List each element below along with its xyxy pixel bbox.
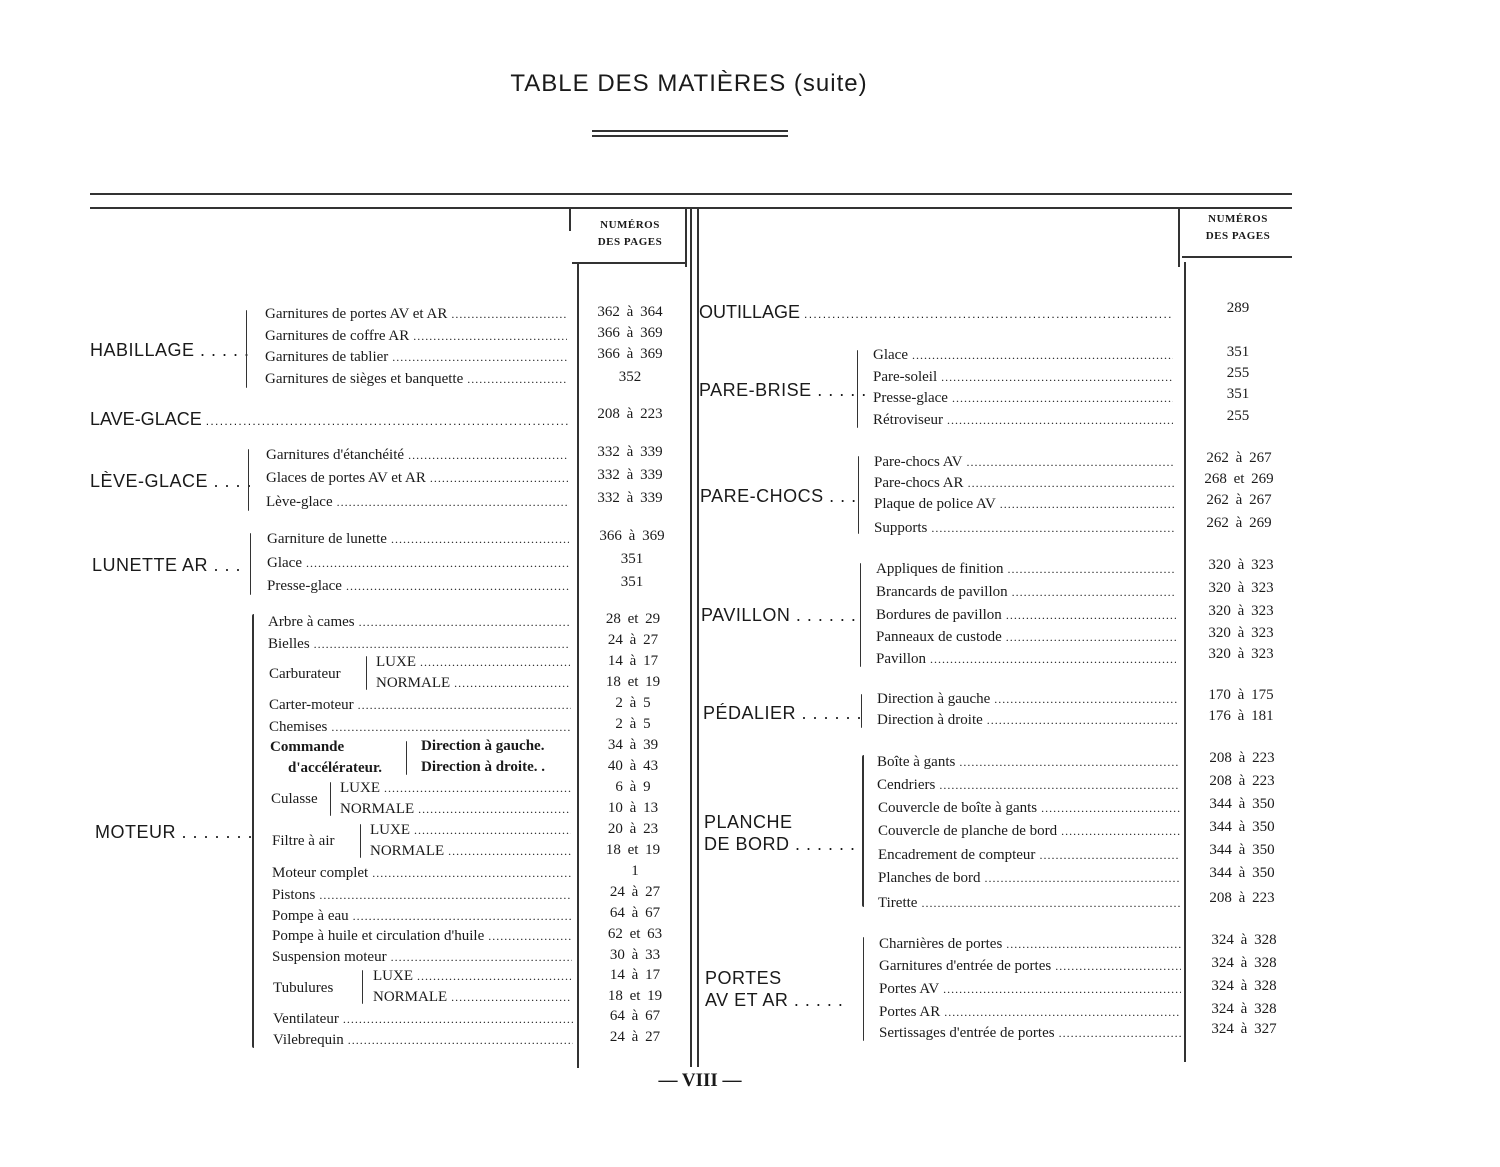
title-underline-2 — [592, 135, 788, 137]
page-number: 289 — [1226, 300, 1250, 316]
page-number: 351 — [620, 551, 644, 567]
toc-entry — [266, 469, 568, 487]
toc-entry — [874, 474, 1174, 492]
page-number: 262 à 269 — [1206, 515, 1272, 531]
brace — [330, 782, 331, 816]
entry-label: Portes AV — [879, 981, 940, 997]
entry-label: Carter-moteur — [269, 697, 354, 713]
page-number: 268 et 269 — [1204, 471, 1274, 487]
entry-label: NORMALE — [340, 801, 415, 817]
entry-label: NORMALE — [370, 843, 445, 859]
category-label-line: PLANCHE — [704, 812, 793, 832]
toc-entry — [268, 635, 570, 653]
entry-label: OUTILLAGE — [699, 302, 801, 322]
page-number: 24 à 27 — [609, 884, 661, 900]
toc-entry — [265, 370, 567, 388]
entry-label: Tubulures — [273, 980, 334, 996]
brace — [860, 563, 861, 667]
toc-entry — [874, 453, 1174, 471]
entry-label: Garnitures de portes AV et AR — [265, 306, 448, 322]
entry-label: Garnitures de sièges et banquette — [265, 371, 464, 387]
toc-entry — [877, 711, 1177, 729]
entry-label: Garnitures de coffre AR — [265, 328, 410, 344]
entry-label: Garnitures d'entrée de portes — [879, 958, 1052, 974]
page-title: TABLE DES MATIÈRES (suite) — [510, 70, 868, 97]
page-number: 366 à 369 — [597, 346, 663, 362]
toc-entry — [421, 758, 571, 776]
toc-entry — [376, 674, 570, 692]
category-pare-brise: PARE-BRISE . . . . . — [699, 380, 867, 400]
page-number: 208 à 223 — [1209, 773, 1275, 789]
entry-label: Glace — [267, 555, 302, 571]
page-number: 320 à 323 — [1208, 625, 1274, 641]
entry-label: Boîte à gants — [877, 754, 956, 770]
brace — [863, 937, 864, 1041]
page-number: 14 à 17 — [609, 967, 661, 983]
toc-entry — [265, 327, 567, 345]
entry-label: Rétroviseur — [873, 412, 943, 428]
entry-label: Pavillon — [876, 651, 927, 667]
entry-label: Suspension moteur — [272, 949, 387, 965]
brace — [360, 824, 361, 858]
toc-entry — [373, 967, 571, 985]
page-number: 324 à 328 — [1211, 1001, 1277, 1017]
page-number: 64 à 67 — [609, 1008, 661, 1024]
toc-entry — [877, 753, 1179, 771]
entry-label: Bielles — [268, 636, 310, 652]
entry-label: NORMALE — [373, 989, 448, 1005]
toc-entry — [876, 583, 1176, 601]
sub-label — [269, 665, 369, 683]
page-number: 344 à 350 — [1209, 842, 1275, 858]
toc-entry — [876, 628, 1176, 646]
brace — [362, 970, 363, 1004]
entry-label: Pistons — [272, 887, 316, 903]
toc-entry — [878, 822, 1180, 840]
entry-label: Panneaux de custode — [876, 629, 1002, 645]
brace — [406, 741, 407, 775]
toc-entry — [267, 577, 569, 595]
sub-label — [271, 790, 331, 808]
category-label-line: AV ET AR . . . . . — [705, 990, 844, 1010]
header-rule — [572, 262, 686, 264]
toc-entry — [879, 935, 1181, 953]
page-number: 344 à 350 — [1209, 819, 1275, 835]
toc-entry — [273, 1031, 573, 1049]
page-number: 18 et 19 — [607, 988, 663, 1004]
sub-label — [270, 738, 390, 756]
toc-entry — [265, 305, 567, 323]
page-number: 24 à 27 — [607, 632, 659, 648]
toc-entry — [874, 495, 1174, 513]
brace — [857, 350, 858, 428]
col-divider — [569, 207, 571, 231]
toc-entry — [873, 346, 1173, 364]
page-number: 62 et 63 — [607, 926, 663, 942]
toc-entry — [873, 411, 1173, 429]
col-divider — [1178, 207, 1180, 267]
toc-entry — [340, 800, 571, 818]
entry-label: Plaque de police AV — [874, 496, 996, 512]
page-number: 255 — [1226, 365, 1250, 381]
title-underline — [592, 130, 788, 132]
category-pare-chocs: PARE-CHOCS . . . — [700, 486, 857, 506]
page-footer: — VIII — — [658, 1070, 742, 1091]
entry-label: Brancards de pavillon — [876, 584, 1008, 600]
entry-label: Planches de bord — [878, 870, 981, 886]
entry-label: Ventilateur — [273, 1011, 339, 1027]
header-rule — [1182, 256, 1292, 258]
entry-label: LUXE — [376, 654, 416, 670]
category-habillage: HABILLAGE . . . . . — [90, 340, 250, 360]
brace — [252, 614, 254, 1048]
page-number: 352 — [618, 369, 642, 385]
toc-entry — [878, 799, 1180, 817]
entry-label: Lève-glace — [266, 494, 333, 510]
brace — [858, 456, 859, 534]
column-header-line: NUMÉROS — [1208, 213, 1268, 225]
page-number: 320 à 323 — [1208, 580, 1274, 596]
toc-entry — [376, 653, 570, 671]
entry-label: Glace — [873, 347, 908, 363]
page-number: 2 à 5 — [615, 695, 651, 711]
column-header-line: NUMÉROS — [600, 219, 660, 231]
page-number: 208 à 223 — [597, 406, 663, 422]
entry-label: Pompe à eau — [272, 908, 349, 924]
entry-label: Commande — [270, 739, 345, 755]
category-pedalier: PÉDALIER . . . . . . — [703, 703, 863, 723]
page-number: 40 à 43 — [607, 758, 659, 774]
category-outillage — [699, 301, 1173, 325]
toc-entry — [879, 1003, 1181, 1021]
category-moteur: MOTEUR . . . . . . . — [95, 822, 254, 842]
page-number: 176 à 181 — [1208, 708, 1274, 724]
page-number: 30 à 33 — [609, 947, 661, 963]
toc-entry — [879, 1024, 1181, 1042]
page-number: 324 à 327 — [1211, 1021, 1277, 1037]
toc-entry — [272, 948, 572, 966]
entry-label: Sertissages d'entrée de portes — [879, 1025, 1055, 1041]
entry-label: Pare-soleil — [873, 369, 938, 385]
entry-label: Pompe à huile et circulation d'huile — [272, 928, 485, 944]
entry-label: Tirette — [878, 895, 918, 911]
entry-label: Supports — [874, 520, 928, 536]
toc-entry — [272, 886, 572, 904]
page-number: 351 — [620, 574, 644, 590]
page-number: 262 à 267 — [1206, 492, 1272, 508]
column-header-line: DES PAGES — [597, 236, 663, 248]
entry-label: Pare-chocs AR — [874, 475, 964, 491]
brace — [861, 694, 862, 728]
toc-entry — [874, 519, 1174, 537]
page-number: 324 à 328 — [1211, 978, 1277, 994]
entry-label: Direction à droite. . — [421, 759, 546, 775]
entry-label: Couvercle de planche de bord — [878, 823, 1058, 839]
entry-label: Garnitures d'étanchéité — [266, 447, 405, 463]
entry-label: Vilebrequin — [273, 1032, 344, 1048]
brace — [248, 449, 249, 511]
brace — [862, 755, 864, 907]
toc-entry — [876, 560, 1176, 578]
category-lunette-ar: LUNETTE AR . . . — [92, 555, 242, 575]
toc-entry — [877, 690, 1177, 708]
entry-label: Portes AR — [879, 1004, 941, 1020]
entry-label: Garniture de lunette — [267, 531, 387, 547]
entry-label: Couvercle de boîte à gants — [878, 800, 1038, 816]
entry-label: Garnitures de tablier — [265, 349, 389, 365]
toc-entry — [876, 650, 1176, 668]
toc-entry — [269, 718, 571, 736]
entry-label: Charnières de portes — [879, 936, 1003, 952]
sub-label — [272, 832, 362, 850]
toc-entry — [876, 606, 1176, 624]
entry-label: Chemises — [269, 719, 328, 735]
page-number: 332 à 339 — [597, 444, 663, 460]
page-number: 320 à 323 — [1208, 603, 1274, 619]
category-lave-glace — [90, 408, 568, 432]
page-number: 2 à 5 — [615, 716, 651, 732]
entry-label: Cendriers — [877, 777, 936, 793]
toc-entry — [370, 821, 571, 839]
category-leve-glace: LÈVE-GLACE . . . . — [90, 471, 253, 491]
toc-entry — [421, 737, 571, 755]
category-label-line: DE BORD . . . . . . — [704, 834, 856, 854]
category-portes-av-et-ar — [705, 967, 843, 1011]
page-number: 20 à 23 — [607, 821, 659, 837]
page-number: 332 à 339 — [597, 467, 663, 483]
table-top-rule — [90, 193, 1292, 195]
entry-label: Direction à droite — [877, 712, 983, 728]
column-header-left — [575, 217, 685, 251]
entry-label: LAVE-GLACE — [90, 409, 202, 429]
brace — [246, 310, 247, 388]
entry-label: Carburateur — [269, 666, 341, 682]
entry-label: Direction à gauche — [877, 691, 991, 707]
page-number: 28 et 29 — [605, 611, 661, 627]
toc-entry — [879, 957, 1181, 975]
page-number: 332 à 339 — [597, 490, 663, 506]
page-number: 262 à 267 — [1206, 450, 1272, 466]
page-number: 6 à 9 — [615, 779, 651, 795]
toc-entry — [370, 842, 571, 860]
toc-entry — [273, 1010, 573, 1028]
page-number: 324 à 328 — [1211, 955, 1277, 971]
page-number: 344 à 350 — [1209, 865, 1275, 881]
sub-label — [273, 979, 363, 997]
toc-entry — [340, 779, 571, 797]
toc-entry — [265, 348, 567, 366]
toc-entry — [873, 389, 1173, 407]
page-number: 1 — [631, 863, 639, 879]
page-number: 208 à 223 — [1209, 890, 1275, 906]
toc-entry — [267, 554, 569, 572]
entry-label: LUXE — [340, 780, 380, 796]
page-number: 362 à 364 — [597, 304, 663, 320]
brace — [250, 533, 251, 595]
page-number: 344 à 350 — [1209, 796, 1275, 812]
page-number: 170 à 175 — [1208, 687, 1274, 703]
toc-entry — [879, 980, 1181, 998]
entry-label: Pare-chocs AV — [874, 454, 963, 470]
entry-label: Moteur complet — [272, 865, 369, 881]
page-number: 366 à 369 — [599, 528, 665, 544]
entry-label: Culasse — [271, 791, 318, 807]
page-number: 34 à 39 — [607, 737, 659, 753]
entry-label: Encadrement de compteur — [878, 847, 1036, 863]
category-label-line: PORTES — [705, 968, 782, 988]
page-number: 14 à 17 — [607, 653, 659, 669]
entry-label: Appliques de finition — [876, 561, 1004, 577]
page-number: 255 — [1226, 408, 1250, 424]
toc-entry — [873, 368, 1173, 386]
entry-label: Arbre à cames — [268, 614, 355, 630]
page-number: 351 — [1226, 344, 1250, 360]
toc-entry — [272, 864, 572, 882]
col-divider — [685, 207, 687, 267]
entry-label: LUXE — [370, 822, 410, 838]
page-number: 208 à 223 — [1209, 750, 1275, 766]
category-pavillon: PAVILLON . . . . . . — [701, 605, 857, 625]
toc-entry — [272, 907, 572, 925]
entry-label: Presse-glace — [873, 390, 948, 406]
page-number: 24 à 27 — [609, 1029, 661, 1045]
toc-entry — [269, 696, 571, 714]
col-divider — [697, 207, 699, 1067]
toc-entry — [878, 846, 1180, 864]
entry-label: Glaces de portes AV et AR — [266, 470, 426, 486]
page-number: 64 à 67 — [609, 905, 661, 921]
page-number: 320 à 323 — [1208, 557, 1274, 573]
toc-entry — [878, 869, 1180, 887]
page-number: 320 à 323 — [1208, 646, 1274, 662]
brace — [366, 656, 367, 690]
toc-entry — [878, 894, 1180, 912]
page-number: 18 et 19 — [605, 674, 661, 690]
toc-entry — [373, 988, 571, 1006]
page-number: 18 et 19 — [605, 842, 661, 858]
column-header-line: DES PAGES — [1205, 230, 1271, 242]
toc-entry — [272, 927, 572, 945]
column-header-right — [1183, 211, 1293, 245]
category-planche-de-bord — [704, 811, 856, 855]
entry-label: NORMALE — [376, 675, 451, 691]
entry-label: Direction à gauche. — [421, 738, 545, 754]
page-number: 366 à 369 — [597, 325, 663, 341]
toc-entry — [266, 446, 568, 464]
entry-label: Filtre à air — [272, 833, 335, 849]
entry-label: Presse-glace — [267, 578, 342, 594]
page-number: 351 — [1226, 386, 1250, 402]
page-number: 324 à 328 — [1211, 932, 1277, 948]
toc-entry — [267, 530, 569, 548]
page-number: 10 à 13 — [607, 800, 659, 816]
entry-label: Bordures de pavillon — [876, 607, 1002, 623]
sub-label — [288, 759, 408, 777]
toc-entry — [266, 493, 568, 511]
col-divider — [690, 207, 692, 1067]
entry-label: d'accélérateur. — [288, 760, 382, 776]
entry-label: LUXE — [373, 968, 413, 984]
toc-entry — [268, 613, 570, 631]
toc-entry — [877, 776, 1179, 794]
